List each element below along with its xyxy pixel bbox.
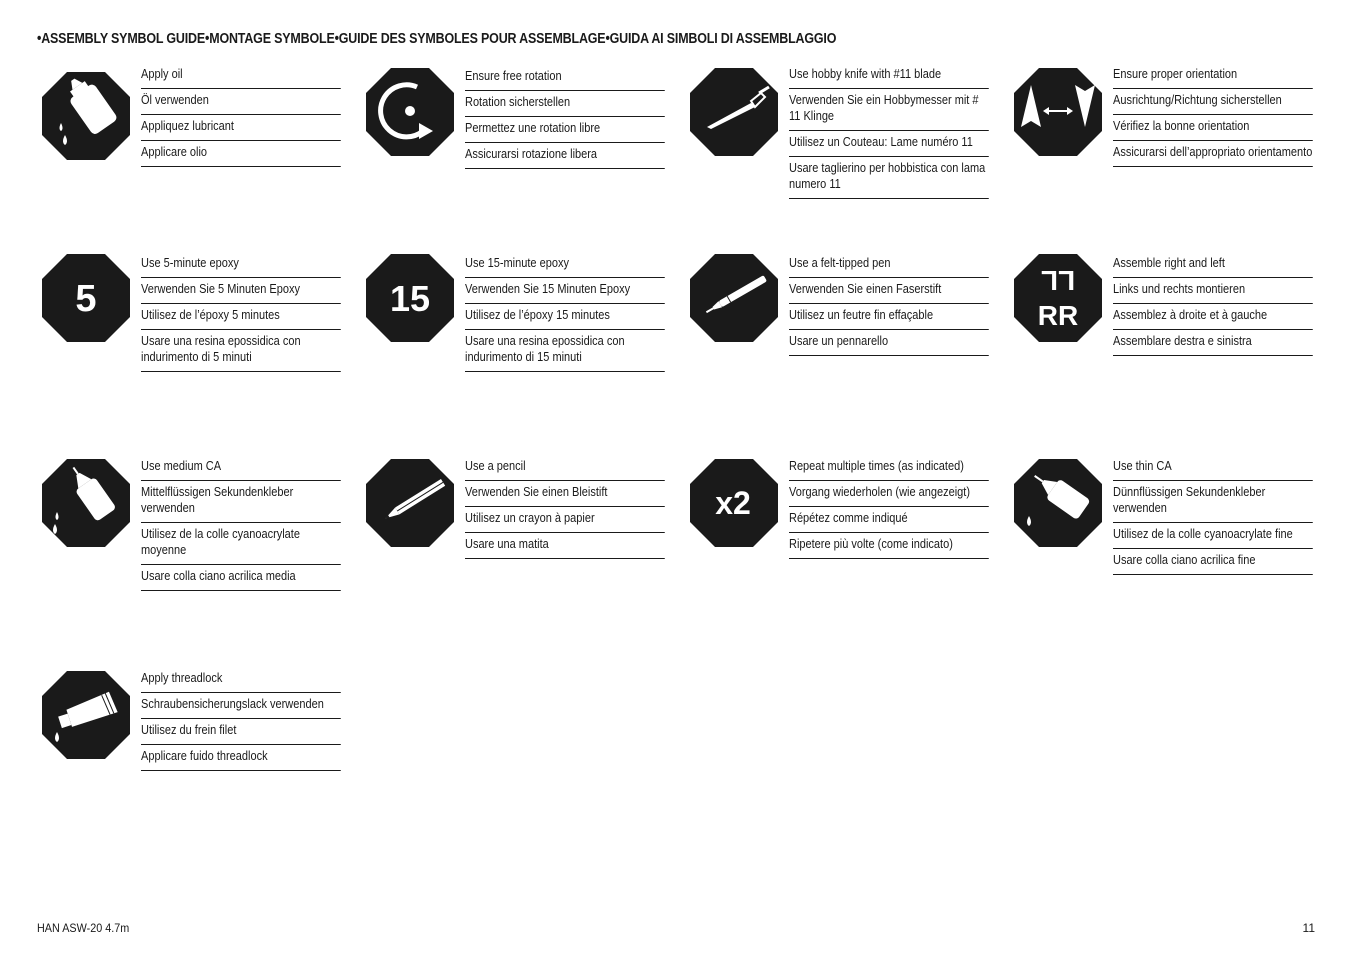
page-number: 11 xyxy=(1302,921,1315,935)
text-de: Ausrichtung/Richtung sicherstellen xyxy=(1113,89,1313,115)
text-fr: Utilisez un crayon à papier xyxy=(465,507,665,533)
text-en: Ensure free rotation xyxy=(465,65,665,91)
svg-text:15: 15 xyxy=(389,278,431,319)
text-en: Use a pencil xyxy=(465,455,665,481)
text-en: Repeat multiple times (as indicated) xyxy=(789,455,989,481)
text-fr: Utilisez un feutre fin effaçable xyxy=(789,304,989,330)
text-en: Use medium CA xyxy=(141,455,341,481)
text-it: Applicare olio xyxy=(141,141,341,167)
text-de: Verwenden Sie 5 Minuten Epoxy xyxy=(141,278,341,304)
text-en: Apply threadlock xyxy=(141,667,341,693)
text-de: Links und rechts montieren xyxy=(1113,278,1313,304)
text-fr: Utilisez de la colle cyanoacrylate fine xyxy=(1113,523,1313,549)
text-en: Use a felt-tipped pen xyxy=(789,252,989,278)
text-it: Usare un pennarello xyxy=(789,330,989,356)
threadlock-tube-icon xyxy=(41,670,131,760)
text-it: Applicare fuido threadlock xyxy=(141,745,341,771)
text-de: Öl verwenden xyxy=(141,89,341,115)
text-en: Apply oil xyxy=(141,63,341,89)
text-it: Ripetere più volte (come indicato) xyxy=(789,533,989,559)
text-fr: Assemblez à droite et à gauche xyxy=(1113,304,1313,330)
text-fr: Utilisez du frein filet xyxy=(141,719,341,745)
text-it: Usare colla ciano acrilica media xyxy=(141,565,341,591)
text-de: Verwenden Sie 15 Minuten Epoxy xyxy=(465,278,665,304)
number-fifteen-icon xyxy=(365,253,455,343)
text-fr: Répétez comme indiqué xyxy=(789,507,989,533)
page-title: •ASSEMBLY SYMBOL GUIDE•MONTAGE SYMBOLE•GUIDE DES SYMBOLES POUR ASSEMBLAGE•GUIDA AI SIMBOLI DI ASSEMBLAGGIO xyxy=(37,31,837,47)
text-fr: Permettez une rotation libre xyxy=(465,117,665,143)
text-de: Rotation sicherstellen xyxy=(465,91,665,117)
text-en: Use hobby knife with #11 blade xyxy=(789,63,989,89)
thin-ca-bottle-icon xyxy=(1013,458,1103,548)
text-it: Assicurarsi dell’appropriato orientamento xyxy=(1113,141,1313,167)
text-it: Usare colla ciano acrilica fine xyxy=(1113,549,1313,575)
rotation-icon xyxy=(365,67,455,157)
left-right-icon xyxy=(1013,253,1103,343)
svg-text:x2: x2 xyxy=(715,485,751,521)
text-it: Usare una resina epossidica con indurimento di 5 minuti xyxy=(141,330,341,372)
text-en: Use 15-minute epoxy xyxy=(465,252,665,278)
text-de: Verwenden Sie einen Faserstift xyxy=(789,278,989,304)
felt-pen-icon xyxy=(689,253,779,343)
text-fr: Appliquez lubricant xyxy=(141,115,341,141)
orientation-arrows-icon xyxy=(1013,67,1103,157)
oil-bottle-icon xyxy=(41,71,131,161)
text-it: Usare una resina epossidica con indurimento di 15 minuti xyxy=(465,330,665,372)
text-it: Assemblare destra e sinistra xyxy=(1113,330,1313,356)
text-it: Usare taglierino per hobbistica con lama numero 11 xyxy=(789,157,989,199)
text-en: Use thin CA xyxy=(1113,455,1313,481)
number-five-icon xyxy=(41,253,131,343)
medium-ca-bottle-icon xyxy=(41,458,131,548)
text-de: Mittelflüssigen Sekundenkleber verwenden xyxy=(141,481,341,523)
text-en: Ensure proper orientation xyxy=(1113,63,1313,89)
text-en: Use 5-minute epoxy xyxy=(141,252,341,278)
text-de: Dünnflüssigen Sekundenkleber verwenden xyxy=(1113,481,1313,523)
text-fr: Vérifiez la bonne orientation xyxy=(1113,115,1313,141)
text-de: Vorgang wiederholen (wie angezeigt) xyxy=(789,481,989,507)
text-it: Usare una matita xyxy=(465,533,665,559)
text-de: Verwenden Sie einen Bleistift xyxy=(465,481,665,507)
svg-text:LL: LL xyxy=(1040,265,1076,296)
text-fr: Utilisez de l’époxy 15 minutes xyxy=(465,304,665,330)
text-it: Assicurarsi rotazione libera xyxy=(465,143,665,169)
svg-text:RR: RR xyxy=(1037,300,1079,331)
text-fr: Utilisez de la colle cyanoacrylate moyenne xyxy=(141,523,341,565)
repeat-x2-icon xyxy=(689,458,779,548)
pencil-icon xyxy=(365,458,455,548)
text-en: Assemble right and left xyxy=(1113,252,1313,278)
svg-text:5: 5 xyxy=(75,278,97,320)
footer-model: HAN ASW-20 4.7m xyxy=(37,921,130,935)
text-de: Schraubensicherungslack verwenden xyxy=(141,693,341,719)
hobby-knife-icon xyxy=(689,67,779,157)
text-fr: Utilisez un Couteau: Lame numéro 11 xyxy=(789,131,989,157)
text-de: Verwenden Sie ein Hobbymesser mit # 11 Klinge xyxy=(789,89,989,131)
text-fr: Utilisez de l’époxy 5 minutes xyxy=(141,304,341,330)
